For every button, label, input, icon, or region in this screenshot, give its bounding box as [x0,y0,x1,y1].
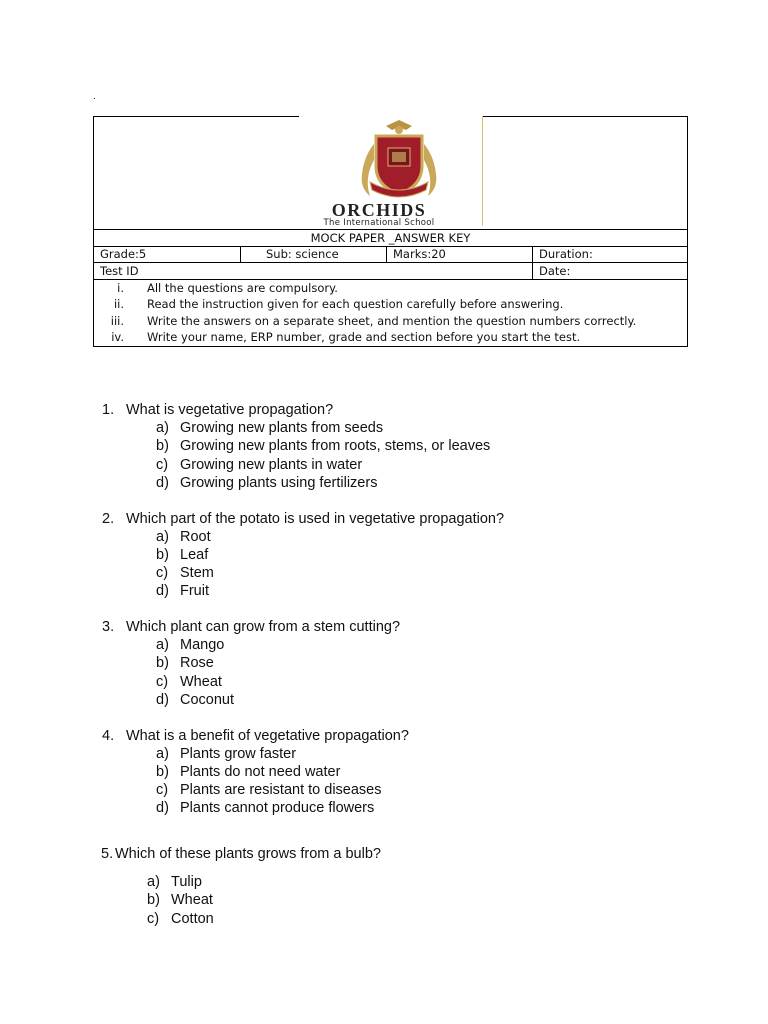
marks-cell: Marks:20 [393,247,446,261]
test-id-cell: Test ID [100,264,139,278]
school-name: ORCHIDS [331,200,427,220]
stray-dot: . [93,91,96,102]
grade-row [93,246,688,263]
header-table [93,116,688,346]
subject-cell: Sub: science [266,247,339,261]
test-id-row [93,263,688,280]
instruction-item: ii. Read the instruction given for each question carefully before answering. [113,297,564,311]
grade-cell: Grade:5 [100,247,147,261]
instruction-item: i. All the questions are compulsory. [117,281,338,295]
school-subtitle: The International School [323,218,435,228]
duration-cell: Duration: [539,247,593,261]
instruction-item: iii. Write the answers on a separate sheet, and mention the question numbers correctly. [110,314,637,328]
instructions-cell [93,280,688,347]
instruction-item: iv. Write your name, ERP number, grade and section before you start the test. [111,330,581,344]
date-cell: Date: [539,264,571,278]
logo-cell [93,116,688,229]
paper-title: MOCK PAPER _ANSWER KEY [93,229,688,247]
